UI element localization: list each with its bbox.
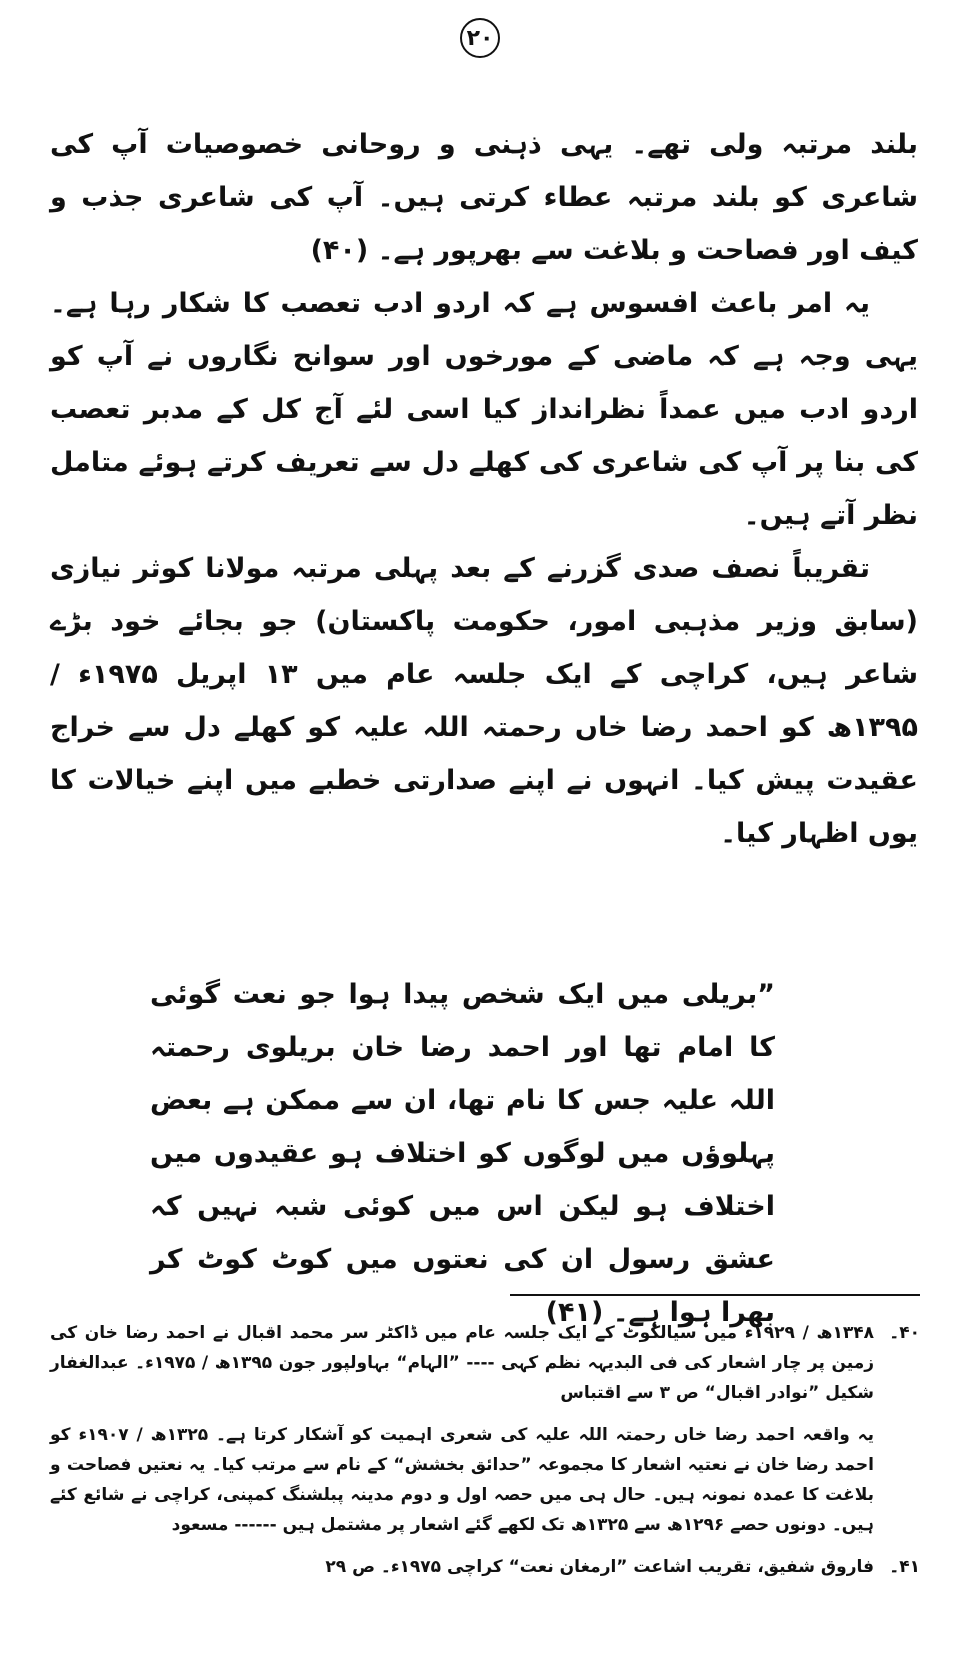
footnote-paragraph: ۱۳۴۸ھ / ۱۹۲۹ء میں سیالکوٹ کے ایک جلسہ عام میں ڈاکٹر سر محمد اقبال نے احمد رضا خان کی زمین پر چار اشعار کی فی البدیہہ نظم کہی ---- ”الہام“ بہاولپور جون ۱۳۹۵ھ / ۱۹۷۵ء۔ عبدالغفار شکیل ”نوادر اقبال“ ص ۳ سے اقتباس [50, 1323, 875, 1403]
footnote-41 [50, 1552, 920, 1582]
main-text [50, 118, 918, 860]
paragraph-2: یہ امر باعث افسوس ہے کہ اردو ادب تعصب کا شکار رہا ہے۔ یہی وجہ ہے کہ ماضی کے مورخوں اور سوانح نگاروں نے آپ کو اردو ادب میں عمداً نظرانداز کیا اسی لئے آج کل کے مدبر تعصب کی بنا پر آپ کی شاعری کی کھلے دل سے تعریف کرتے ہوئے متامل نظر آتے ہیں۔ [50, 288, 918, 531]
block-quote [150, 968, 775, 1339]
quote-text: ”بریلی میں ایک شخص پیدا ہوا جو نعت گوئی کا امام تھا اور احمد رضا خان بریلوی رحمتہ اللہ علیہ جس کا نام تھا، ان سے ممکن ہے بعض پہلوؤں میں لوگوں کو اختلاف ہو عقیدوں میں اختلاف ہو لیکن اس میں کوئی شبہ نہیں کہ عشق رسول ان کی نعتوں میں کوٹ کوٹ کر بھرا ہوا ہے۔ (۴۱) [150, 979, 775, 1328]
paragraph-3: تقریباً نصف صدی گزرنے کے بعد پہلی مرتبہ مولانا کوثر نیازی (سابق وزیر مذہبی امور، حکومت پاکستان) جو بجائے خود بڑے شاعر ہیں، کراچی کے ایک جلسہ عام میں ۱۳ اپریل ۱۹۷۵ء / ۱۳۹۵ھ کو احمد رضا خاں رحمتہ اللہ علیہ کو کھلے دل سے خراج عقیدت پیش کیا۔ انہوں نے اپنے صدارتی خطبے میں اپنے خیالات کا یوں اظہار کیا۔ [50, 553, 918, 849]
footnote-divider [510, 1294, 920, 1296]
footnotes [50, 1318, 920, 1594]
footnote-marker: ۴۱۔ [889, 1557, 920, 1577]
footnote-paragraph: یہ واقعہ احمد رضا خاں رحمتہ اللہ علیہ کی شعری اہمیت کو آشکار کرتا ہے۔ ۱۳۲۵ھ / ۱۹۰۷ء کو احمد رضا خان نے نعتیہ اشعار کا مجموعہ ”حدائق بخشش“ کے نام سے مرتب کیا۔ یہ نعتیں فصاحت و بلاغت کا عمدہ نمونہ ہیں۔ حال ہی میں حصہ اول و دوم مدینہ پبلشنگ کمپنی، کراچی نے شائع کئے ہیں۔ دونوں حصے ۱۲۹۶ھ سے ۱۳۲۵ھ تک لکھے گئے اشعار پر مشتمل ہیں ------ مسعود [50, 1425, 875, 1535]
footnote-paragraph: فاروق شفیق، تقریب اشاعت ”ارمغان نعت“ کراچی ۱۹۷۵ء۔ ص ۲۹ [325, 1557, 874, 1577]
page-number: ۲۰ [460, 18, 500, 58]
footnote-marker: ۴۰۔ [889, 1323, 920, 1343]
footnote-body [50, 1552, 874, 1582]
footnote-40 [50, 1318, 920, 1540]
footnote-body [50, 1318, 874, 1540]
paragraph-1: بلند مرتبہ ولی تھے۔ یہی ذہنی و روحانی خصوصیات آپ کی شاعری کو بلند مرتبہ عطاء کرتی ہیں۔ آپ کی شاعری جذب و کیف اور فصاحت و بلاغت سے بھرپور ہے۔ (۴۰) [50, 129, 918, 266]
